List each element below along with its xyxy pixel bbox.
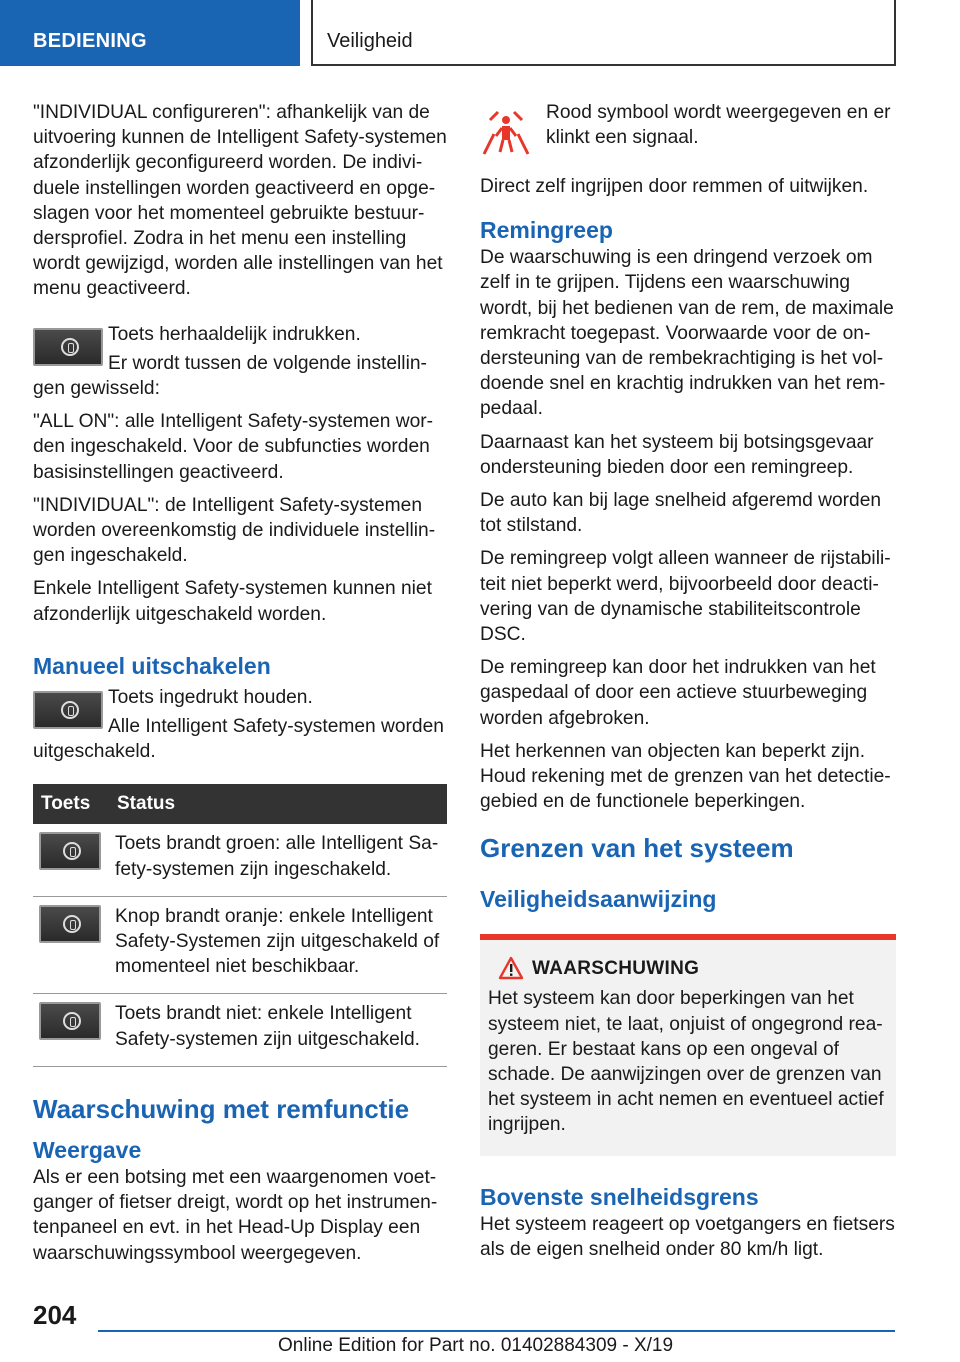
brake-text-4: De remingreep volgt alleen wanneer de rijstabiliteit niet beperkt werd, bijvoorbeeld door deactivering van de dynamische stabiliteitscontrole DSC. — [480, 548, 891, 646]
col-key-header: Toets — [33, 784, 109, 824]
status-cell: Toets brandt niet: enkele Intelligent Safety-systemen zijn uitgeschakeld. — [109, 994, 447, 1066]
safety-button-icon — [39, 905, 101, 943]
warning-brake-heading: Waarschuwing met remfunctie — [33, 1093, 410, 1124]
status-table — [33, 784, 447, 1066]
table-row — [33, 994, 447, 1066]
manual-off-heading: Manueel uitschakelen — [33, 652, 271, 679]
safety-symbol-icon — [63, 1012, 81, 1030]
all-on-text: "ALL ON": alle Intelligent Safety-systemen worden ingeschakeld. Voor de subfuncties worden basisinstellingen geactiveerd. — [33, 411, 434, 483]
chapter-tab: Veiligheid — [311, 0, 896, 66]
all-off-text: Alle Intelligent Safety-systemen worden uitgeschakeld. — [33, 716, 444, 763]
safety-note-heading: Veiligheidsaanwijzing — [480, 886, 717, 913]
brake-text-1: De waarschuwing is een dringend verzoek om zelf in te grijpen. Tijdens een waarschuwing wordt, bij het bedienen van de rem, de maximale remkracht toegepast. Voorwaarde voor de ondersteuning van de rembekrachtiging is het voldoende snel en krachtig indrukken van het rempedaal. — [480, 247, 894, 420]
display-heading: Weergave — [33, 1136, 142, 1163]
safety-symbol-icon — [63, 842, 81, 860]
key-cell — [33, 824, 109, 896]
individual-config-text: "INDIVIDUAL configureren": afhankelijk van de uitvoering kunnen de Intelligent Safety-systemen afzonderlijk geconfigureerd worden. De individuele instellingen worden geactiveerd en opgeslagen voor het momenteel gebruikte bestuurdersprofiel. Zodra in het menu een instelling wordt gewijzigd, worden alle instellingen van het menu geactiveerd. — [33, 102, 447, 300]
hold-text: Toets ingedrukt houden. — [108, 686, 313, 708]
table-row — [33, 824, 447, 896]
warning-title — [488, 958, 888, 980]
brake-heading: Remingreep — [480, 217, 613, 244]
press-repeat-text: Toets herhaaldelijk indrukken. — [108, 323, 361, 345]
table-header-row — [33, 784, 447, 824]
warning-triangle-icon — [498, 956, 524, 980]
brake-text-3: De auto kan bij lage snelheid afgeremd worden tot stilstand. — [480, 490, 882, 537]
brake-text-5: De remingreep kan door het indrukken van het gaspedaal of door een actieve stuurbeweging worden afgebroken. — [480, 657, 876, 729]
warning-text: Het systeem kan door beperkingen van het systeem niet, te laat, onjuist of ongegrond reageren. Er bestaat kans op een ongeval of schade. De aanwijzingen over de grenzen van het systeem in acht nemen en eventueel actief ingrijpen. — [488, 988, 884, 1136]
speed-limit-text: Het systeem reageert op voetgangers en fietsers als de eigen snelheid onder 80 km/h ligt. — [480, 1213, 895, 1260]
warning-title-text: WAARSCHUWING — [532, 958, 700, 980]
key-cell — [33, 994, 109, 1066]
status-cell: Knop brandt oranje: enkele Intelligent Safety-Systemen zijn uitgeschakeld of momenteel niet beschikbaar. — [109, 896, 447, 994]
brake-text-6: Het herkennen van objecten kan beperkt zijn. Houd rekening met de grenzen van het detectiegebied en de functionele beperkingen. — [480, 740, 891, 813]
safety-symbol-icon — [63, 915, 81, 933]
safety-button-icon — [33, 328, 103, 366]
warning-box — [480, 934, 896, 1155]
red-symbol-text: Rood symbool wordt weergegeven en er klinkt een signaal. — [546, 102, 891, 149]
pedestrian-warning-icon — [480, 110, 532, 156]
status-cell: Toets brandt groen: alle Intelligent Safety-systemen zijn ingeschakeld. — [109, 824, 447, 896]
safety-symbol-icon — [61, 338, 79, 356]
footer-divider — [98, 1330, 895, 1332]
right-column — [480, 100, 896, 1270]
section-tab: BEDIENING — [0, 0, 300, 66]
edition-text: Online Edition for Part no. 01402884309 - X/19 — [278, 1335, 674, 1356]
safety-symbol-icon — [61, 701, 79, 719]
press-repeat-block — [33, 322, 449, 402]
safety-button-icon — [39, 1002, 101, 1040]
page-header — [0, 0, 960, 66]
safety-button-icon — [39, 832, 101, 870]
page-number: 204 — [33, 1300, 77, 1330]
speed-limit-heading: Bovenste snelheidsgrens — [480, 1183, 759, 1210]
safety-button-icon — [33, 691, 103, 729]
table-row — [33, 896, 447, 994]
individual-text: "INDIVIDUAL": de Intelligent Safety-systemen worden overeenkomstig de individuele instellingen ingeschakeld. — [33, 494, 436, 567]
some-not-text: Enkele Intelligent Safety-systemen kunnen niet afzonderlijk uitgeschakeld worden. — [33, 578, 432, 625]
brake-text-2: Daarnaast kan het systeem bij botsingsgevaar ondersteuning bieden door een remingreep. — [480, 431, 874, 478]
left-column — [33, 100, 449, 1274]
key-cell — [33, 896, 109, 994]
intervene-text: Direct zelf ingrijpen door remmen of uitwijken. — [480, 176, 869, 197]
display-text: Als er een botsing met een waargenomen voetganger of fietser dreigt, wordt op het instrumentenpaneel en evt. in het Head-Up Display een waarschuwingssymbool weergegeven. — [33, 1166, 438, 1264]
switch-between-text: Er wordt tussen de volgende instellingen gewisseld: — [33, 352, 427, 400]
col-status-header: Status — [109, 784, 447, 824]
hold-block — [33, 685, 449, 765]
red-symbol-block — [480, 100, 896, 164]
system-limits-heading: Grenzen van het systeem — [480, 833, 794, 864]
